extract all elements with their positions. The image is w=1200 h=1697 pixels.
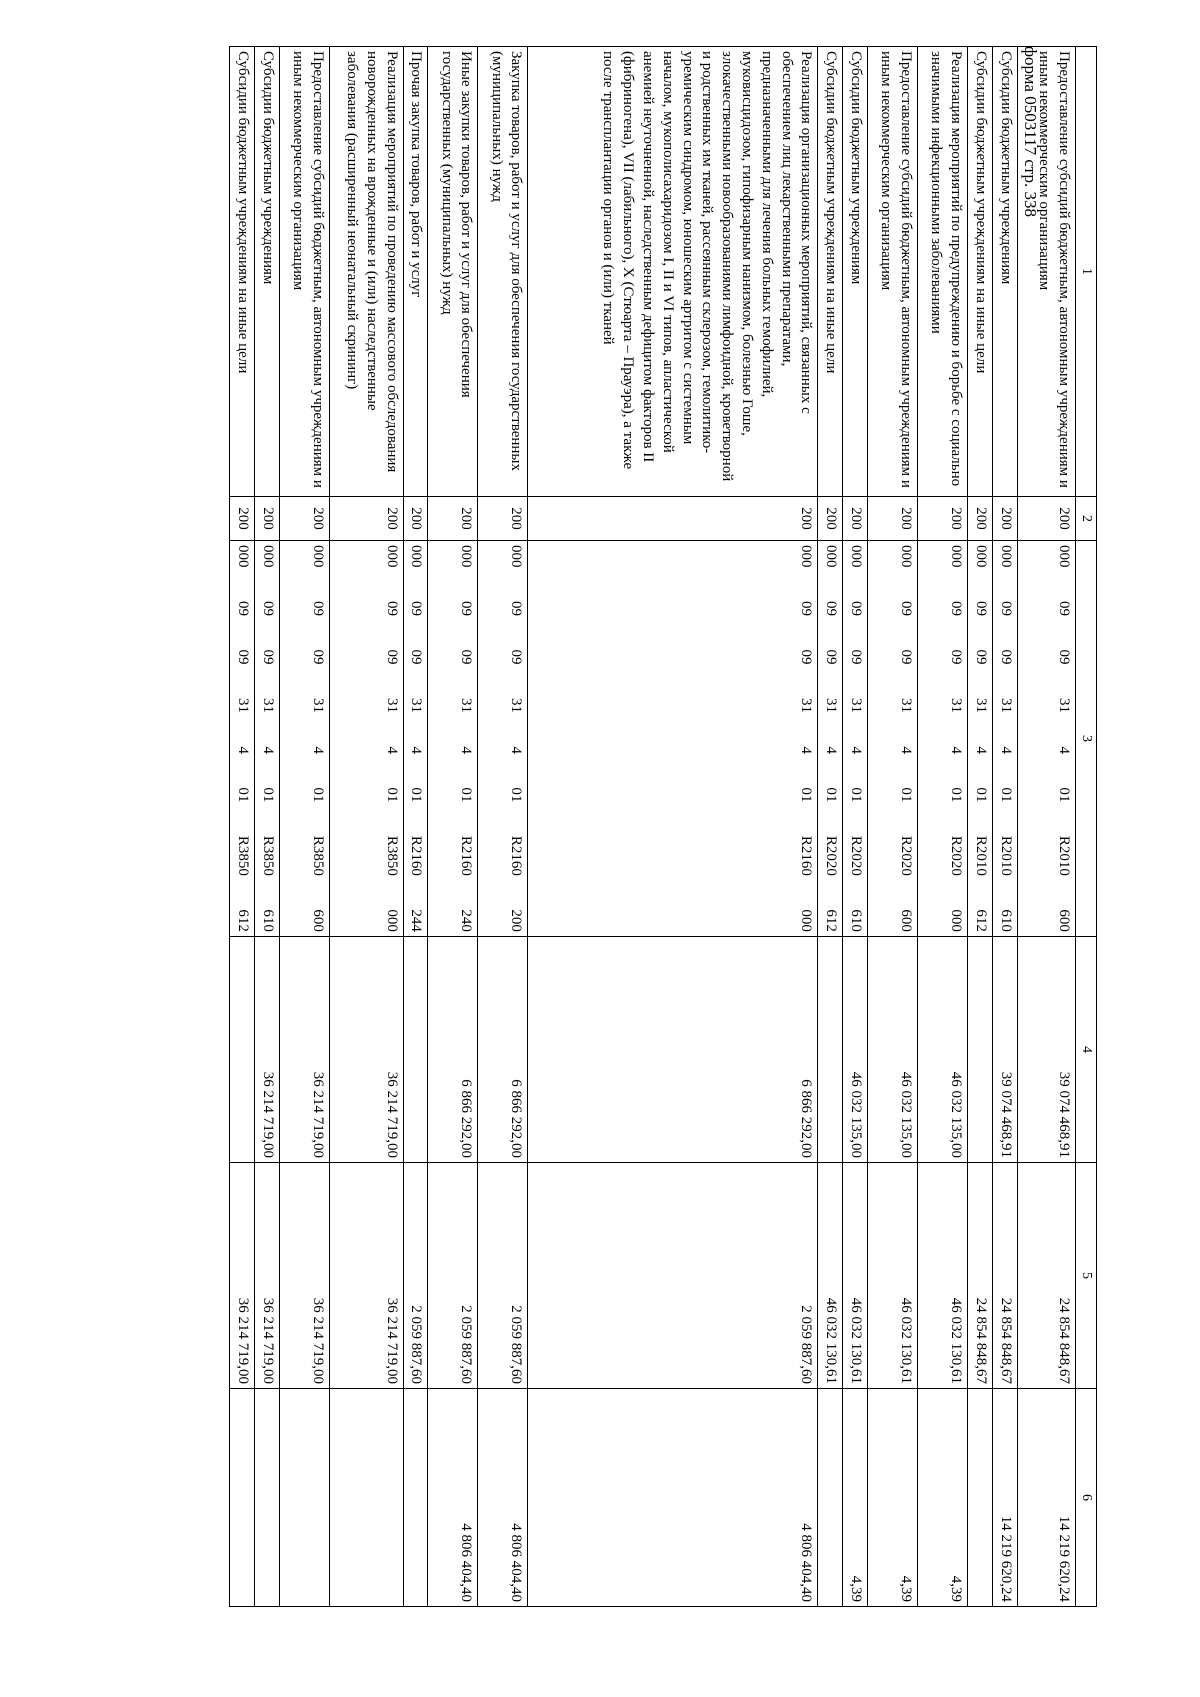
code-segment: 09 xyxy=(234,600,251,616)
code-segment: 600 xyxy=(897,909,914,932)
row-line-code: 200 xyxy=(279,497,329,541)
row-unexecuted-amount xyxy=(329,1389,403,1607)
code-segment: 600 xyxy=(309,909,326,932)
code-segment: 4 xyxy=(309,746,326,754)
row-classification-code xyxy=(967,541,992,937)
table-row xyxy=(917,47,967,1607)
row-classification-code xyxy=(403,541,428,937)
code-segment: 31 xyxy=(897,697,914,713)
row-approved-amount: 6 866 292,00 xyxy=(528,937,818,1163)
row-unexecuted-amount: 14 219 620,24 xyxy=(1017,1389,1075,1607)
row-line-code: 200 xyxy=(992,497,1017,541)
table-row xyxy=(967,47,992,1607)
row-line-code: 200 xyxy=(478,497,528,541)
row-line-code: 200 xyxy=(967,497,992,541)
row-classification-code xyxy=(279,541,329,937)
row-approved-amount: 36 214 719,00 xyxy=(329,937,403,1163)
code-segment: R2010 xyxy=(997,835,1014,876)
code-segments xyxy=(406,545,426,932)
code-segment: 09 xyxy=(823,649,840,665)
code-segments xyxy=(796,545,816,932)
table-row xyxy=(1017,47,1075,1607)
table-row xyxy=(254,47,279,1607)
row-unexecuted-amount: 4 806 404,40 xyxy=(478,1389,528,1607)
row-line-code: 200 xyxy=(843,497,868,541)
code-segment: 09 xyxy=(1055,600,1072,616)
row-unexecuted-amount: 4 806 404,40 xyxy=(428,1389,478,1607)
code-segment: R2020 xyxy=(897,835,914,876)
code-segment: R2160 xyxy=(508,835,525,876)
code-segment: 31 xyxy=(458,697,475,713)
code-segment: 01 xyxy=(972,787,989,803)
code-segments xyxy=(307,545,327,932)
row-approved-amount: 39 074 468,91 xyxy=(992,937,1017,1163)
code-segment: 09 xyxy=(947,600,964,616)
code-segment: 09 xyxy=(847,600,864,616)
code-segment: 000 xyxy=(947,909,964,932)
code-segment: 01 xyxy=(234,787,251,803)
code-segment: 01 xyxy=(897,787,914,803)
row-approved-amount xyxy=(403,937,428,1163)
row-classification-code xyxy=(428,541,478,937)
row-name: Субсидии бюджетным учреждениям xyxy=(992,47,1017,497)
row-line-code: 200 xyxy=(867,497,917,541)
code-segments xyxy=(970,545,990,932)
code-segment: 09 xyxy=(972,600,989,616)
code-segment: 09 xyxy=(508,600,525,616)
code-segment: R2010 xyxy=(1055,835,1072,876)
header-row xyxy=(1075,47,1096,1607)
code-segment: 000 xyxy=(458,545,475,568)
code-segment: R2160 xyxy=(408,835,425,876)
code-segment: 000 xyxy=(847,545,864,568)
row-approved-amount: 46 032 135,00 xyxy=(843,937,868,1163)
row-executed-amount: 2 059 887,60 xyxy=(478,1163,528,1389)
table-row xyxy=(329,47,403,1607)
column-header: 1 xyxy=(1075,47,1096,497)
code-segment: 4 xyxy=(997,746,1014,754)
code-segment: 01 xyxy=(309,787,326,803)
code-segments xyxy=(995,545,1015,932)
code-segment: R2160 xyxy=(798,835,815,876)
code-segment: 09 xyxy=(309,649,326,665)
row-line-code: 200 xyxy=(1017,497,1075,541)
code-segments xyxy=(381,545,401,932)
row-name: Субсидии бюджетным учреждениям xyxy=(254,47,279,497)
code-segment: 610 xyxy=(847,909,864,932)
code-segment: 01 xyxy=(1055,787,1072,803)
row-executed-amount: 36 214 719,00 xyxy=(279,1163,329,1389)
code-segments xyxy=(845,545,865,932)
code-segment: 610 xyxy=(259,909,276,932)
code-segment: 000 xyxy=(1055,545,1072,568)
row-unexecuted-amount xyxy=(818,1389,843,1607)
code-segment: 4 xyxy=(1055,746,1072,754)
code-segments xyxy=(895,545,915,932)
row-approved-amount: 36 214 719,00 xyxy=(279,937,329,1163)
row-name: Реализация организационных мероприятий, связанных с обеспечением лиц лекарственными препаратами, предназначенными для лечения больных гемофилией, муковисцидозом, гипофизарным нанизмом, болезнью Гоше, злокачественными новообразованиями лимфоидной, кроветворной и родственных им тканей, рассеянным склерозом, гемолитико-уремическим синдромом, юношеским артритом с системным началом, мукополисахаридозом I, II и VI типов, апластической анемией неуточненной, наследственным дефицитом факторов II (фибриногена), VII (лабильного), X (Стюарта – Прауэра), а также после трансплантации органов и (или) тканей xyxy=(528,47,818,497)
code-segment: 4 xyxy=(823,746,840,754)
code-segment: 610 xyxy=(997,909,1014,932)
row-approved-amount: 6 866 292,00 xyxy=(478,937,528,1163)
row-line-code: 200 xyxy=(528,497,818,541)
table-row xyxy=(428,47,478,1607)
code-segment: R3850 xyxy=(234,835,251,876)
row-approved-amount: 46 032 135,00 xyxy=(917,937,967,1163)
code-segment: 4 xyxy=(234,746,251,754)
row-classification-code xyxy=(478,541,528,937)
code-segment: 09 xyxy=(259,600,276,616)
table-row xyxy=(818,47,843,1607)
code-segment: R2020 xyxy=(823,835,840,876)
code-segment: 31 xyxy=(383,697,400,713)
code-segment: 01 xyxy=(458,787,475,803)
code-segment: 01 xyxy=(847,787,864,803)
code-segment: 01 xyxy=(508,787,525,803)
code-segment: 612 xyxy=(234,909,251,932)
code-segment: 09 xyxy=(458,649,475,665)
row-executed-amount: 46 032 130,61 xyxy=(843,1163,868,1389)
code-segment: 09 xyxy=(823,600,840,616)
row-approved-amount xyxy=(818,937,843,1163)
row-unexecuted-amount xyxy=(229,1389,254,1607)
code-segment: 01 xyxy=(798,787,815,803)
code-segment: 31 xyxy=(234,697,251,713)
column-header: 2 xyxy=(1075,497,1096,541)
row-unexecuted-amount: 4,39 xyxy=(917,1389,967,1607)
row-unexecuted-amount: 4,39 xyxy=(843,1389,868,1607)
code-segments xyxy=(257,545,277,932)
code-segment: 244 xyxy=(408,909,425,932)
table-row xyxy=(867,47,917,1607)
row-name: Субсидии бюджетным учреждениям на иные цели xyxy=(229,47,254,497)
row-executed-amount: 2 059 887,60 xyxy=(428,1163,478,1389)
row-executed-amount: 36 214 719,00 xyxy=(329,1163,403,1389)
code-segment: 4 xyxy=(458,746,475,754)
row-name: Закупка товаров, работ и услуг для обеспечения государственных (муниципальных) нужд xyxy=(478,47,528,497)
row-classification-code xyxy=(917,541,967,937)
row-unexecuted-amount: 4,39 xyxy=(867,1389,917,1607)
code-segment: 31 xyxy=(408,697,425,713)
code-segment: 000 xyxy=(972,545,989,568)
code-segment: 09 xyxy=(947,649,964,665)
code-segment: 31 xyxy=(847,697,864,713)
code-segment: 31 xyxy=(798,697,815,713)
code-segments xyxy=(1053,545,1073,932)
row-name: Реализация мероприятий по предупреждению и борьбе с социально значимыми инфекционными заболеваниями xyxy=(917,47,967,497)
row-name: Субсидии бюджетным учреждениям xyxy=(843,47,868,497)
code-segment: 01 xyxy=(259,787,276,803)
code-segment: 09 xyxy=(383,600,400,616)
code-segment: 000 xyxy=(947,545,964,568)
budget-table xyxy=(229,46,1097,1607)
code-segment: 4 xyxy=(383,746,400,754)
row-line-code: 200 xyxy=(329,497,403,541)
code-segment: 09 xyxy=(383,649,400,665)
column-header: 5 xyxy=(1075,1163,1096,1389)
form-label: форма 0503117 стр. 338 xyxy=(1021,46,1040,217)
row-unexecuted-amount xyxy=(279,1389,329,1607)
code-segment: 09 xyxy=(798,649,815,665)
code-segment: 000 xyxy=(798,545,815,568)
row-name: Реализация мероприятий по проведению массового обследования новорожденных на врожденные и (или) наследственные заболевания (расширенный неонатальный скрининг) xyxy=(329,47,403,497)
code-segment: 09 xyxy=(408,600,425,616)
code-segment: 01 xyxy=(383,787,400,803)
column-header: 3 xyxy=(1075,541,1096,937)
row-classification-code xyxy=(329,541,403,937)
row-executed-amount: 46 032 130,61 xyxy=(867,1163,917,1389)
code-segment: R2160 xyxy=(458,835,475,876)
code-segment: 4 xyxy=(897,746,914,754)
code-segment: 09 xyxy=(997,649,1014,665)
row-classification-code xyxy=(818,541,843,937)
code-segment: 000 xyxy=(309,545,326,568)
code-segment: 4 xyxy=(259,746,276,754)
code-segment: R2020 xyxy=(847,835,864,876)
row-executed-amount: 2 059 887,60 xyxy=(403,1163,428,1389)
rotated-page xyxy=(137,46,1097,1606)
row-executed-amount: 24 854 848,67 xyxy=(992,1163,1017,1389)
table-row xyxy=(992,47,1017,1607)
row-classification-code xyxy=(229,541,254,937)
code-segment: 000 xyxy=(798,909,815,932)
row-executed-amount: 46 032 130,61 xyxy=(818,1163,843,1389)
row-classification-code xyxy=(843,541,868,937)
code-segment: 09 xyxy=(458,600,475,616)
code-segment: 31 xyxy=(259,697,276,713)
row-classification-code xyxy=(254,541,279,937)
code-segment: 000 xyxy=(823,545,840,568)
code-segment: 4 xyxy=(798,746,815,754)
code-segment: 09 xyxy=(234,649,251,665)
row-name: Субсидии бюджетным учреждениям на иные цели xyxy=(967,47,992,497)
code-segment: 31 xyxy=(309,697,326,713)
code-segment: 31 xyxy=(947,697,964,713)
row-classification-code xyxy=(992,541,1017,937)
code-segment: 000 xyxy=(259,545,276,568)
code-segment: 09 xyxy=(508,649,525,665)
code-segment: 31 xyxy=(508,697,525,713)
code-segment: 31 xyxy=(823,697,840,713)
code-segment: 09 xyxy=(259,649,276,665)
row-approved-amount: 36 214 719,00 xyxy=(254,937,279,1163)
row-name: Субсидии бюджетным учреждениям на иные цели xyxy=(818,47,843,497)
code-segment: 600 xyxy=(1055,909,1072,932)
code-segment: 31 xyxy=(972,697,989,713)
row-approved-amount xyxy=(229,937,254,1163)
code-segment: 4 xyxy=(972,746,989,754)
row-executed-amount: 36 214 719,00 xyxy=(254,1163,279,1389)
row-name: Прочая закупка товаров, работ и услуг xyxy=(403,47,428,497)
code-segment: 09 xyxy=(1055,649,1072,665)
code-segment: 000 xyxy=(408,545,425,568)
code-segment: 4 xyxy=(947,746,964,754)
table-row xyxy=(403,47,428,1607)
table-row xyxy=(528,47,818,1607)
code-segment: 31 xyxy=(1055,697,1072,713)
row-line-code: 200 xyxy=(254,497,279,541)
code-segment: 240 xyxy=(458,909,475,932)
row-name: Иные закупки товаров, работ и услуг для обеспечения государственных (муниципальных) нужд xyxy=(428,47,478,497)
code-segment: 09 xyxy=(309,600,326,616)
row-unexecuted-amount xyxy=(967,1389,992,1607)
row-name: Предоставление субсидий бюджетным, автономным учреждениям и иным некоммерческим организациям xyxy=(279,47,329,497)
table-row xyxy=(843,47,868,1607)
table-row xyxy=(279,47,329,1607)
code-segment: 09 xyxy=(798,600,815,616)
code-segment: 01 xyxy=(408,787,425,803)
code-segment: 4 xyxy=(847,746,864,754)
code-segment: 09 xyxy=(997,600,1014,616)
code-segment: 01 xyxy=(997,787,1014,803)
code-segment: 01 xyxy=(823,787,840,803)
row-unexecuted-amount: 4 806 404,40 xyxy=(528,1389,818,1607)
code-segment: R2020 xyxy=(947,835,964,876)
code-segment: 09 xyxy=(408,649,425,665)
code-segments xyxy=(945,545,965,932)
row-name: Предоставление субсидий бюджетным, автономным учреждениям и иным некоммерческим организациям xyxy=(1017,47,1075,497)
row-executed-amount: 46 032 130,61 xyxy=(917,1163,967,1389)
row-executed-amount: 2 059 887,60 xyxy=(528,1163,818,1389)
row-executed-amount: 24 854 848,67 xyxy=(1017,1163,1075,1389)
code-segment: 01 xyxy=(947,787,964,803)
code-segment: 4 xyxy=(408,746,425,754)
table-row xyxy=(229,47,254,1607)
row-line-code: 200 xyxy=(428,497,478,541)
row-unexecuted-amount: 14 219 620,24 xyxy=(992,1389,1017,1607)
code-segment: 000 xyxy=(383,545,400,568)
code-segments xyxy=(820,545,840,932)
code-segment: 200 xyxy=(508,909,525,932)
code-segment: 000 xyxy=(997,545,1014,568)
row-approved-amount xyxy=(967,937,992,1163)
code-segment: 31 xyxy=(997,697,1014,713)
row-line-code: 200 xyxy=(917,497,967,541)
code-segment: 09 xyxy=(972,649,989,665)
code-segment: R3850 xyxy=(383,835,400,876)
row-approved-amount: 39 074 468,91 xyxy=(1017,937,1075,1163)
code-segments xyxy=(506,545,526,932)
code-segment: R3850 xyxy=(259,835,276,876)
code-segment: 612 xyxy=(972,909,989,932)
code-segment: 000 xyxy=(234,545,251,568)
table-row xyxy=(478,47,528,1607)
row-unexecuted-amount xyxy=(254,1389,279,1607)
code-segment: 09 xyxy=(847,649,864,665)
code-segments xyxy=(456,545,476,932)
code-segment: R2010 xyxy=(972,835,989,876)
row-unexecuted-amount xyxy=(403,1389,428,1607)
row-line-code: 200 xyxy=(403,497,428,541)
row-line-code: 200 xyxy=(229,497,254,541)
code-segments xyxy=(232,545,252,932)
code-segment: 000 xyxy=(897,545,914,568)
code-segment: 000 xyxy=(508,545,525,568)
row-executed-amount: 36 214 719,00 xyxy=(229,1163,254,1389)
code-segment: 4 xyxy=(508,746,525,754)
row-approved-amount: 6 866 292,00 xyxy=(428,937,478,1163)
row-name: Предоставление субсидий бюджетным, автономным учреждениям и иным некоммерческим организациям xyxy=(867,47,917,497)
row-classification-code xyxy=(867,541,917,937)
row-classification-code xyxy=(528,541,818,937)
code-segment: R3850 xyxy=(309,835,326,876)
code-segment: 09 xyxy=(897,649,914,665)
row-approved-amount: 46 032 135,00 xyxy=(867,937,917,1163)
column-header: 6 xyxy=(1075,1389,1096,1607)
column-header: 4 xyxy=(1075,937,1096,1163)
row-classification-code xyxy=(1017,541,1075,937)
code-segment: 09 xyxy=(897,600,914,616)
row-line-code: 200 xyxy=(818,497,843,541)
code-segment: 000 xyxy=(383,909,400,932)
code-segment: 612 xyxy=(823,909,840,932)
row-executed-amount: 24 854 848,67 xyxy=(967,1163,992,1389)
